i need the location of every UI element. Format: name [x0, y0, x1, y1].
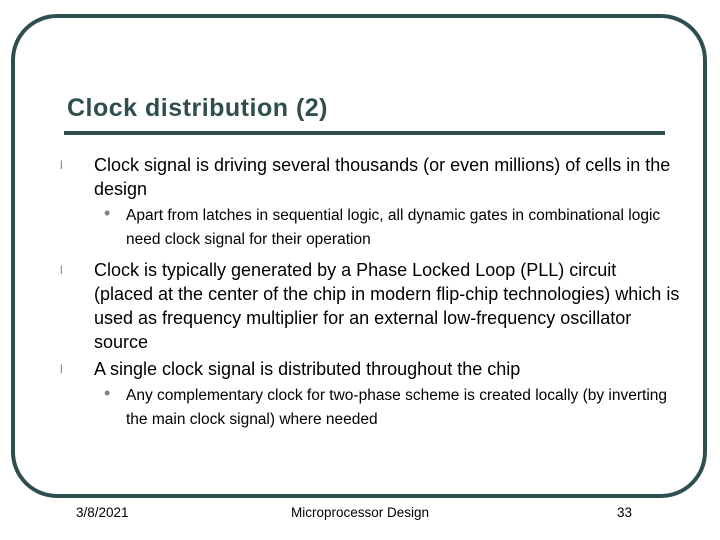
bullet-item — [60, 153, 680, 201]
footer-date: 3/8/2021 — [76, 505, 129, 520]
bullet-item — [60, 258, 680, 354]
footer-title: Microprocessor Design — [291, 505, 430, 520]
sub-bullet-marker: • — [104, 203, 111, 223]
sub-bullet-text: Apart from latches in sequential logic, all dynamic gates in combinational logic need clock signal for their operation — [126, 207, 661, 248]
bullet-item — [60, 357, 680, 381]
bullet-text: Clock is typically generated by a Phase Locked Loop (PLL) circuit (placed at the center of the chip in modern flip-chip technologies) which is used as frequency multiplier for an external low-frequency oscillator source — [94, 260, 680, 352]
sub-bullet-item — [60, 384, 680, 432]
slide-title: Clock distribution (2) — [67, 94, 328, 122]
bullet-text: Clock signal is driving several thousands (or even millions) of cells in the design — [94, 155, 671, 199]
bullet-text: A single clock signal is distributed throughout the chip — [94, 359, 521, 379]
bullet-marker: l — [60, 362, 63, 376]
sub-bullet-marker: • — [104, 383, 111, 403]
title-underline — [64, 131, 665, 135]
page-number: 33 — [617, 505, 633, 520]
sub-bullet-item — [60, 204, 680, 252]
slide-content — [60, 153, 680, 438]
sub-bullet-text: Any complementary clock for two-phase scheme is created locally (by inverting the main clock signal) where needed — [126, 387, 668, 428]
bullet-marker: l — [60, 158, 63, 172]
bullet-marker: l — [60, 263, 63, 277]
